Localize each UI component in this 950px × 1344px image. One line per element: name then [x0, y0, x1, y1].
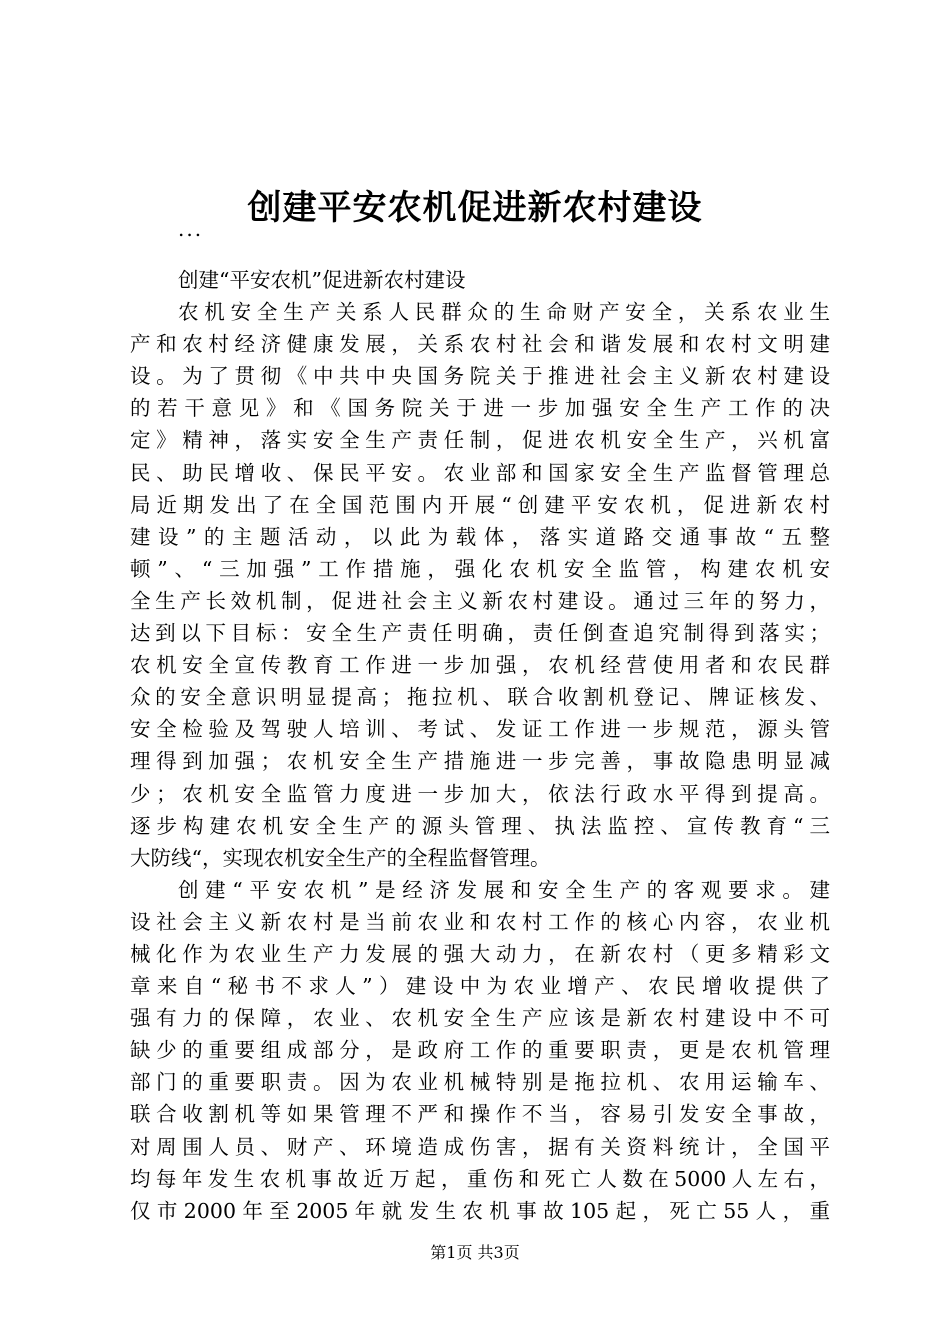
body-line: 全生产长效机制，促进社会主义新农村建设。通过三年的努力， [130, 588, 830, 613]
document-body [130, 264, 830, 1227]
body-line: 创建“平安农机”是经济发展和安全生产的客观要求。建 [178, 877, 830, 902]
body-line: 大防线“，实现农机安全生产的全程监督管理。 [130, 845, 551, 870]
body-line: 对周围人员、财产、环境造成伤害，据有关资料统计，全国平 [130, 1134, 830, 1159]
body-line-subtitle: 创建“平安农机”促进新农村建设 [178, 268, 466, 292]
body-line: 章来自“秘书不求人”）建设中为农业增产、农民增收提供了 [130, 974, 830, 999]
body-line: 定》精神，落实安全生产责任制，促进农机安全生产，兴机富 [130, 428, 830, 453]
body-line: 少；农机安全监管力度进一步加大，依法行政水平得到提高。 [130, 781, 830, 806]
body-line: 安全检验及驾驶人培训、考试、发证工作进一步规范，源头管 [130, 717, 830, 742]
body-line: 逐步构建农机安全生产的源头管理、执法监控、宣传教育“三 [130, 813, 830, 838]
body-line: 均每年发生农机事故近万起，重伤和死亡人数在5000人左右， [130, 1166, 830, 1191]
body-line: 设。为了贯彻《中共中央国务院关于推进社会主义新农村建设 [130, 364, 830, 389]
ellipsis-marker: ... [178, 217, 204, 241]
body-line: 众的安全意识明显提高；拖拉机、联合收割机登记、牌证核发、 [130, 685, 830, 710]
body-line: 达到以下目标：安全生产责任明确，责任倒查追究制得到落实； [130, 621, 830, 646]
body-line: 仅市2000年至2005年就发生农机事故105起，死亡55人，重 [130, 1198, 830, 1223]
document-title: 创建平安农机促进新农村建设 [247, 188, 703, 228]
body-line: 联合收割机等如果管理不严和操作不当，容易引发安全事故， [130, 1102, 830, 1127]
body-line: 农机安全生产关系人民群众的生命财产安全，关系农业生 [178, 300, 830, 325]
body-line: 强有力的保障，农业、农机安全生产应该是新农村建设中不可 [130, 1006, 830, 1031]
body-line: 设社会主义新农村是当前农业和农村工作的核心内容，农业机 [130, 909, 830, 934]
body-line: 民、助民增收、保民平安。农业部和国家安全生产监督管理总 [130, 460, 830, 485]
body-line: 部门的重要职责。因为农业机械特别是拖拉机、农用运输车、 [130, 1070, 830, 1095]
page-footer: 第1页 共3页 [430, 1243, 520, 1262]
body-line: 理得到加强；农机安全生产措施进一步完善，事故隐患明显减 [130, 749, 830, 774]
body-line: 顿”、“三加强”工作措施，强化农机安全监管，构建农机安 [130, 556, 830, 581]
body-line: 的若干意见》和《国务院关于进一步加强安全生产工作的决 [130, 396, 830, 421]
body-line: 农机安全宣传教育工作进一步加强，农机经营使用者和农民群 [130, 653, 830, 678]
body-line: 缺少的重要组成部分，是政府工作的重要职责，更是农机管理 [130, 1038, 830, 1063]
body-line: 产和农村经济健康发展，关系农村社会和谐发展和农村文明建 [130, 332, 830, 357]
body-line: 局近期发出了在全国范围内开展“创建平安农机，促进新农村 [130, 492, 830, 517]
body-line: 械化作为农业生产力发展的强大动力，在新农村（更多精彩文 [130, 941, 830, 966]
body-line: 建设”的主题活动，以此为载体，落实道路交通事故“五整 [130, 524, 830, 549]
